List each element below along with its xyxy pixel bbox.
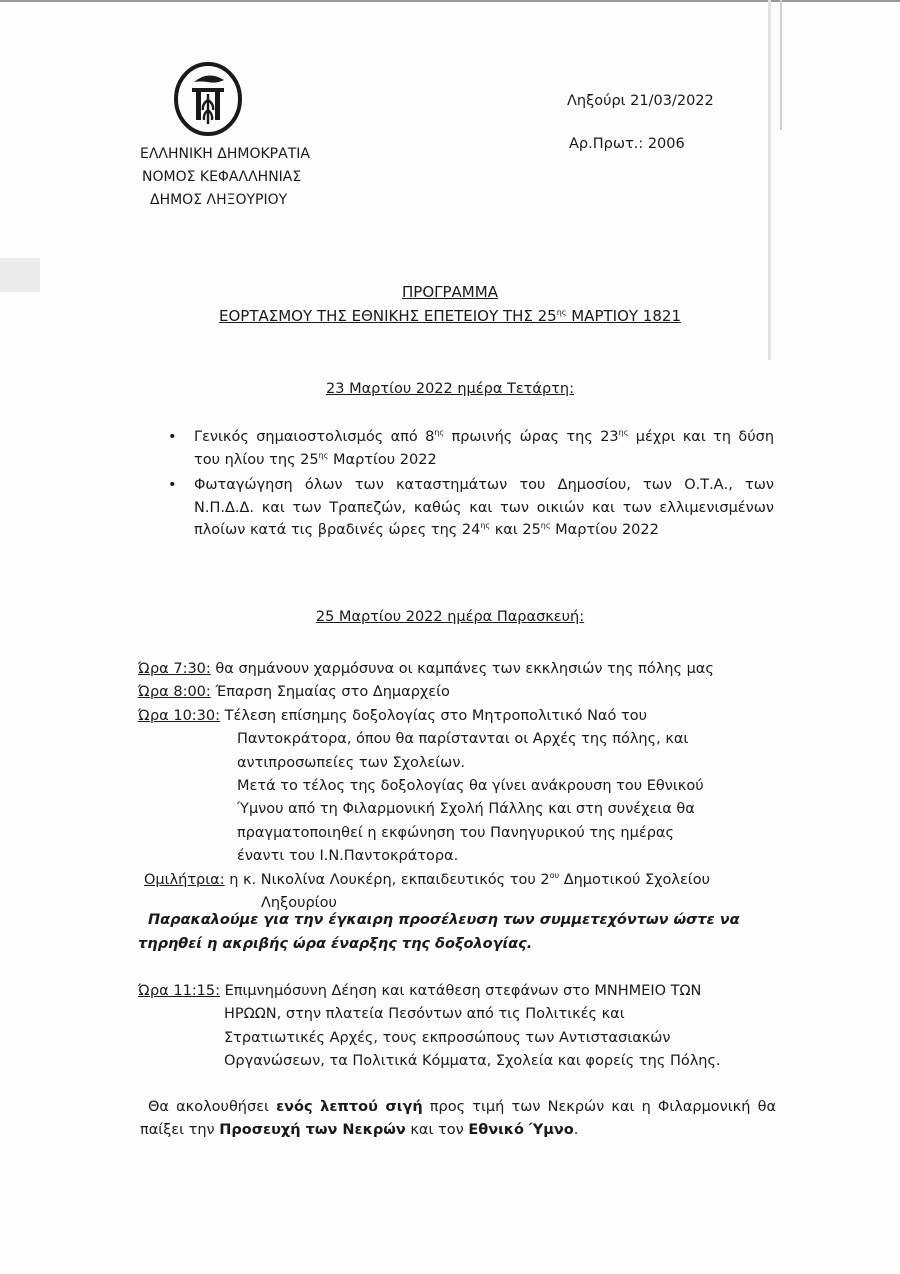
date-protocol-block bbox=[567, 93, 714, 152]
document-date: Ληξούρι 21/03/2022 bbox=[567, 93, 714, 109]
schedule-line: πραγματοποιηθεί η εκφώνηση του Πανηγυρικού της ημέρας bbox=[237, 824, 674, 841]
day2-schedule bbox=[138, 658, 778, 915]
schedule-item-0730: Ώρα 7:30: θα σημάνουν χαρμόσυνα οι καμπάνες των εκκλησιών της πόλης μας bbox=[138, 661, 714, 677]
schedule-line: έναντι του Ι.Ν.Παντοκράτορα. bbox=[237, 848, 459, 865]
issuer-block bbox=[140, 143, 310, 212]
schedule-item-0800: Ώρα 8:00: Έπαρση Σημαίας στο Δημαρχείο bbox=[138, 684, 450, 701]
schedule-line: ΗΡΩΩΝ, στην πλατεία Πεσόντων από τις Πολιτικές και bbox=[224, 1006, 625, 1023]
scan-mark bbox=[0, 0, 900, 2]
document-title: ΠΡΟΓΡΑΜΜΑ bbox=[402, 283, 498, 301]
schedule-line: Παντοκράτορα, όπου θα παρίστανται οι Αρχές της πόλης, και bbox=[237, 731, 689, 748]
municipality-seal-icon bbox=[172, 60, 244, 138]
punctuality-note: Παρακαλούμε για την έγκαιρη προσέλευση των συμμετεχόντων ώστε να τηρηθεί η ακριβής ώρα έναρξης της δοξολογίας. bbox=[138, 912, 740, 952]
document-subtitle: ΕΟΡΤΑΣΜΟΥ ΤΗΣ ΕΘΝΙΚΗΣ ΕΠΕΤΕΙΟΥ ΤΗΣ $25^{\eta\varsigma}$ ΜΑΡΤΙΟΥ 1821 bbox=[219, 307, 681, 325]
protocol-number: Αρ.Πρωτ.: 2006 bbox=[569, 136, 685, 152]
speaker-line-2: Ληξουρίου bbox=[261, 895, 337, 912]
org-line-2: ΝΟΜΟΣ ΚΕΦΑΛΛΗΝΙΑΣ bbox=[142, 169, 302, 185]
list-item: • Φωταγώγηση όλων των καταστημάτων του Δημοσίου, των Ο.Τ.Α., των Ν.Π.Δ.Δ. και των Τραπεζών, καθώς και των οικιών και των ελλιμενισμένων πλοίων κατά τις βραδινές ώρες της $24^{\eta\varsigma}$ και $25^{\eta\varsigma}$ Μαρτίου 2022 bbox=[168, 474, 774, 542]
org-line-1: ΕΛΛΗΝΙΚΗ ΔΗΜΟΚΡΑΤΙΑ bbox=[140, 146, 310, 162]
bullet-icon: • bbox=[168, 429, 177, 445]
day2-heading: 25 Μαρτίου 2022 ημέρα Παρασκευή: bbox=[315, 609, 585, 625]
schedule-item-1030: Ώρα 10:30: Τέλεση επίσημης δοξολογίας στο Μητροπολιτικό Ναό του bbox=[138, 707, 647, 724]
closing-paragraph: Θα ακολουθήσει ενός λεπτού σιγή προς τιμή των Νεκρών και η Φιλαρμονική θα παίξει την Προσευχή των Νεκρών και τον Εθνικό Ύμνο. bbox=[140, 1099, 776, 1138]
scan-mark bbox=[768, 0, 771, 360]
schedule-line: Ύμνου από τη Φιλαρμονική Σχολή Πάλλης και στη συνέχεια θα bbox=[237, 801, 695, 818]
speaker-line: Ομιλήτρια: η κ. Νικολίνα Λουκέρη, εκπαιδευτικός του $2^{o\upsilon}$ Δημοτικού Σχολείου bbox=[144, 870, 710, 888]
schedule-item-1115: Ώρα 11:15: Επιμνημόσυνη Δέηση και κατάθεση στεφάνων στο ΜΝΗΜΕΙΟ ΤΩΝ bbox=[138, 983, 702, 999]
day1-heading: 23 Μαρτίου 2022 ημέρα Τετάρτη: bbox=[326, 381, 574, 397]
bullet-icon: • bbox=[168, 477, 177, 493]
schedule-line: Οργανώσεων, τα Πολιτικά Κόμματα, Σχολεία και φορείς της Πόλης. bbox=[224, 1053, 721, 1070]
day1-list bbox=[168, 426, 774, 545]
schedule-line: Μετά το τέλος της δοξολογίας θα γίνει ανάκρουση του Εθνικού bbox=[237, 778, 704, 795]
list-item: • Γενικός σημαιοστολισμός από $8^{\eta\varsigma}$ πρωινής ώρας της $23^{\eta\varsigma}$ μέχρι και τη δύση του ηλίου της $25^{\eta\varsigma}$ Μαρτίου 2022 bbox=[168, 428, 775, 468]
scan-mark bbox=[780, 0, 782, 130]
schedule-line: Στρατιωτικές Αρχές, τους εκπροσώπους των Αντιστασιακών bbox=[224, 1029, 671, 1046]
org-line-3: ΔΗΜΟΣ ΛΗΞΟΥΡΙΟΥ bbox=[150, 192, 288, 208]
schedule-line: αντιπροσωπείες των Σχολείων. bbox=[237, 754, 466, 771]
memorial-schedule bbox=[138, 980, 778, 1074]
